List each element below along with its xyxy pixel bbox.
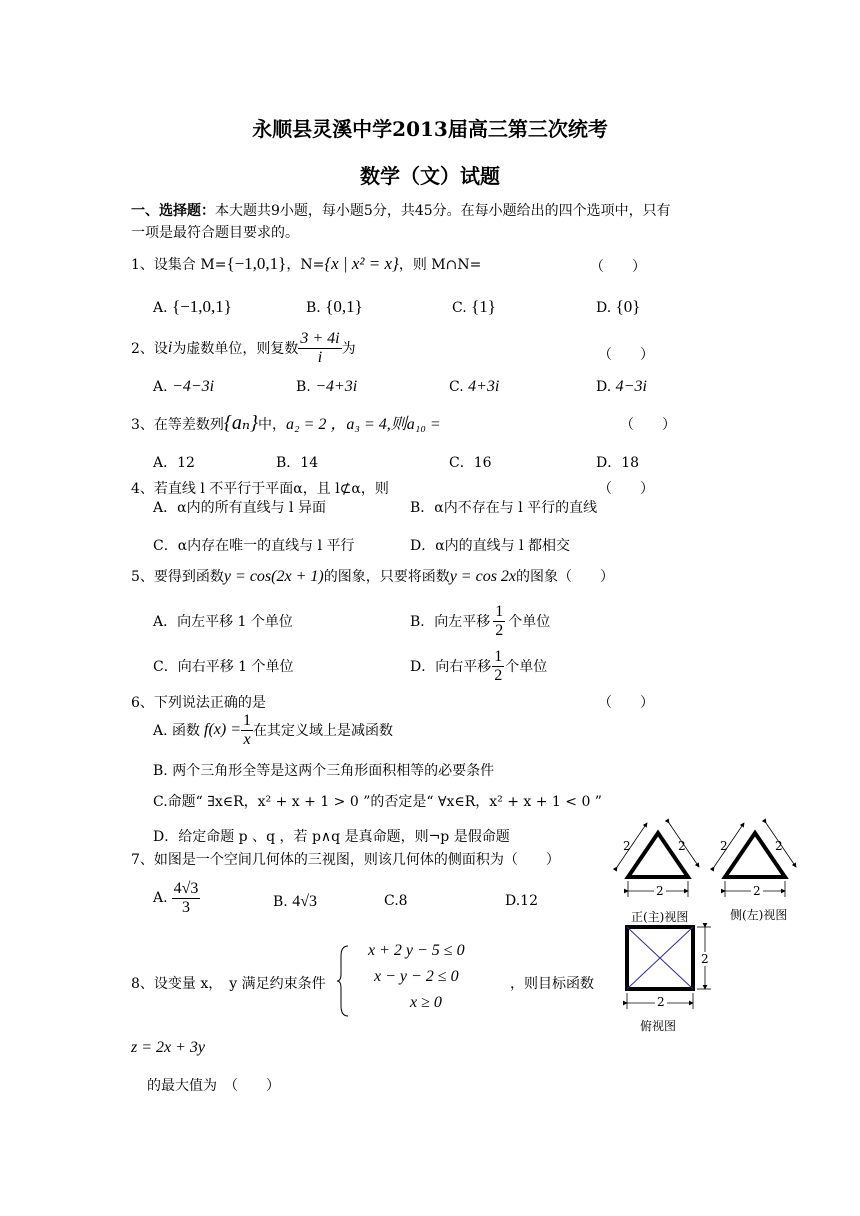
q6-a-denominator: x [243,730,251,748]
q1-option-a-letter: A. [153,300,168,316]
top-dim-right: 2 [701,952,709,966]
q6-a-fraction [241,712,253,748]
q8-brace [336,944,350,1018]
q1-option-c-value: {1} [471,297,496,316]
q2-option-a-value: −4−3i [172,378,215,395]
q2-option-d-letter: D. [596,379,612,395]
q2-fraction [298,330,341,366]
q5-d-numerator: 1 [494,648,503,665]
q2-option-c [449,378,499,396]
front-dim-right: 2 [678,839,686,853]
q2-i: i [167,339,173,357]
q3-option-b: B．14 [276,455,319,471]
q2-option-d-value: 4−3i [615,378,647,395]
q7-a-denominator: 3 [181,898,190,916]
q5-b-numerator: 1 [495,603,504,620]
q1-option-b-letter: B. [306,300,321,316]
page-title: 永顺县灵溪中学2013届高三第三次统考 [252,117,608,141]
q2-denominator: i [317,348,323,366]
side-dim-bottom: 2 [753,884,761,898]
q2-option-a-letter: A. [153,379,168,395]
q5-option-b-text: B．向左平移 [410,614,491,631]
q1-option-b-value: {0,1} [325,297,363,316]
front-dim-left: 2 [623,839,631,853]
q1-option-d-letter: D. [596,300,612,316]
q4-option-d: D．α内的直线与 l 都相交 [410,538,571,554]
question-5-stem [131,566,614,586]
q2-numerator: 3 + 4i [300,330,340,347]
q1-option-c [452,297,496,317]
question-7-stem: 7、如图是一个空间几何体的三视图，则该几何体的侧面积为（ ） [131,852,560,868]
q7-a-letter: A. [153,890,168,907]
q2-option-a [153,378,214,396]
q7-b-letter: B. [273,894,288,910]
q4-option-a: A．α内的所有直线与 l 异面 [153,500,326,516]
q1-text-c: ，则 M∩N= [398,257,482,273]
q2-option-c-value: 4+3i [468,378,500,395]
q2-option-d [596,378,647,396]
q7-a-fraction [172,880,201,916]
q5-text-c: 的图象（ ） [516,569,615,585]
q8-constraint-3: x ≥ 0 [410,994,442,1011]
q7-a-numerator: 4√3 [173,880,199,897]
q5-text-a: 5、要得到函数 [131,569,224,585]
front-dim-bottom: 2 [656,884,664,898]
question-8-stem: 8、设变量 x， y 满足约束条件 [131,976,326,992]
q5-option-c: C．向右平移 1 个单位 [153,659,294,675]
q1-text-b: ，N= [286,257,325,273]
q1-answer-paren: （ ） [590,259,646,275]
q7-option-b [273,893,317,911]
q6-a-function: f(x) = [204,721,242,739]
q5-function-1: y = cos(2x + 1) [223,568,324,585]
section-heading: 一、选择题： [131,203,215,219]
q5-option-b-fraction [493,603,505,639]
q7-option-d: D.12 [505,893,538,909]
q8-tail: 的最大值为 （ ） [147,1078,280,1094]
q3-text-a: 3、在等差数列 [131,417,224,433]
q7-option-c: C.8 [384,893,408,909]
q3-answer-paren: （ ） [620,417,676,433]
front-view-label: 正(主)视图 [631,910,689,924]
q4-option-b: B．α内不存在与 l 平行的直线 [410,500,598,516]
q5-option-d-unit: 个单位 [505,659,548,676]
q6-option-a [153,712,393,748]
q6-option-c: C.命题“ ∃x∈R，x² + x + 1 > 0 ”的否定是“ ∀x∈R，x² + x + 1 < 0 ” [153,794,602,810]
q1-option-a-value: {−1,0,1} [172,297,232,316]
q2-text-c: 为 [341,341,356,358]
q1-text-a: 1、设集合 M= [131,257,227,273]
top-view-label: 俯视图 [640,1019,677,1033]
q3-option-c: C．16 [449,455,492,471]
q4-answer-paren: （ ） [598,481,654,497]
page-subtitle: 数学（文）试题 [360,164,500,188]
q8-stem-b: ，则目标函数 [510,976,594,992]
q2-option-c-letter: C. [449,379,464,395]
q3-text-b: 中， [258,417,287,433]
q5-option-a: A．向左平移 1 个单位 [153,614,293,630]
q6-a-prefix: A. 函数 [153,723,201,740]
q6-a-suffix: 在其定义域上是减函数 [253,723,394,740]
q2-text-a: 2、设 [131,341,168,358]
q3-condition: a₂ = 2 ，a₃ = 4,则a₁₀ = [286,416,441,433]
q3-option-a: A．12 [153,455,195,471]
q8-objective: z = 2x + 3y [131,1039,206,1056]
q2-option-b-value: −4+3i [315,378,358,395]
q3-option-d: D．18 [596,455,640,471]
q7-option-a [153,880,200,916]
q6-answer-paren: （ ） [598,695,654,711]
q5-option-d-text: D．向右平移 [410,659,492,676]
q5-b-denominator: 2 [495,621,504,639]
side-dim-right: 2 [775,839,783,853]
q1-set-m: {−1,0,1} [226,254,287,273]
q8-constraint-1: x + 2 y − 5 ≤ 0 [368,942,465,959]
q5-d-denominator: 2 [494,666,503,684]
top-dim-bottom: 2 [657,995,665,1009]
section-intro [131,200,671,220]
q5-option-b [410,603,550,639]
q5-option-d-fraction [492,648,504,684]
q5-option-d [410,648,547,684]
section-intro-text: 本大题共9小题，每小题5分，共45分。在每小题给出的四个选项中，只有 [215,203,671,219]
question-2-stem [131,330,356,366]
q6-option-d: D．给定命题 p 、q ，若 p∧q 是真命题，则¬p 是假命题 [153,829,510,845]
side-dim-left: 2 [720,839,728,853]
side-view-label: 侧(左)视图 [730,908,788,922]
question-6-stem: 6、下列说法正确的是 [131,695,266,711]
question-1-stem [131,254,481,274]
question-3-stem [131,410,441,435]
q1-set-n: {x | x² = x} [324,254,399,273]
q5-option-b-unit: 个单位 [508,614,551,631]
top-view-square [627,927,711,1009]
q1-option-b [306,297,363,317]
q3-sequence: {aₙ} [223,412,259,434]
q1-option-d-value: {0} [615,297,641,316]
q1-option-d [596,297,640,317]
section-intro-line2: 一项是最符合题目要求的。 [131,225,299,241]
q2-text-b: 为虚数单位，则复数 [172,341,299,358]
q6-option-b: B. 两个三角形全等是这两个三角形面积相等的必要条件 [153,763,495,779]
q2-option-b-letter: B. [296,379,311,395]
q8-constraint-2: x − y − 2 ≤ 0 [374,968,459,985]
q2-option-b [296,378,357,396]
q2-answer-paren: （ ） [598,347,654,363]
question-4-stem: 4、若直线 l 不平行于平面α，且 l⊄α，则 [131,481,389,497]
q7-b-value: 4√3 [292,893,317,910]
q5-text-b: 的图象，只要将函数 [323,569,450,585]
q1-option-c-letter: C. [452,300,467,316]
q4-option-c: C．α内存在唯一的直线与 l 平行 [153,538,355,554]
q1-option-a [153,297,232,317]
q6-a-numerator: 1 [243,712,252,729]
q5-function-2: y = cos 2x [449,568,517,585]
